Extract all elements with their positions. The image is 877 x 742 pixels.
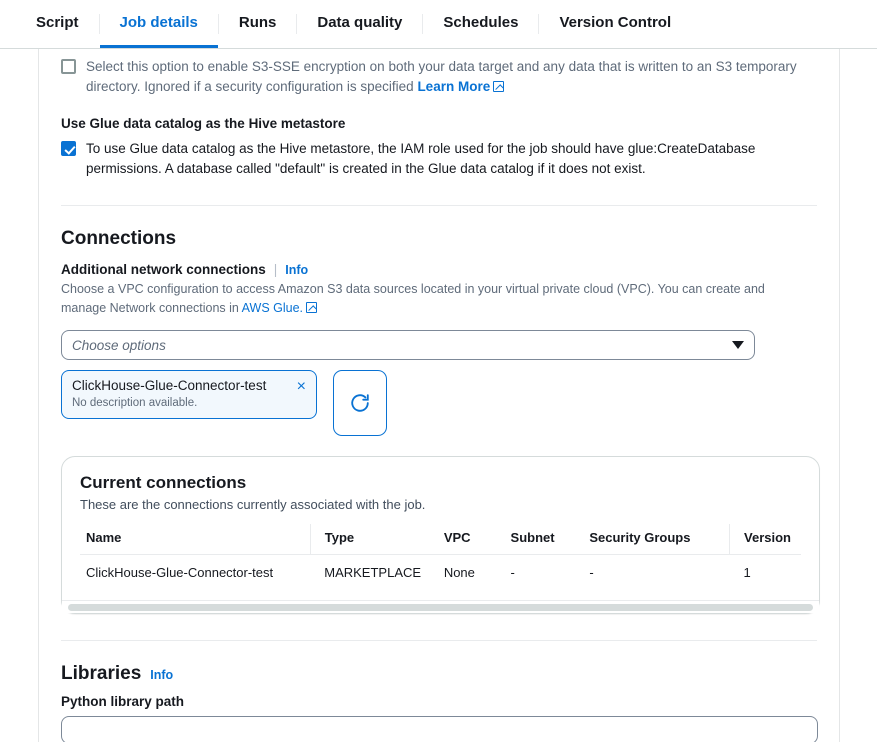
aws-glue-link[interactable]: AWS Glue. [241, 301, 304, 315]
job-details-panel [38, 49, 840, 742]
section-divider [61, 205, 817, 206]
connection-token-title: ClickHouse-Glue-Connector-test [72, 378, 267, 393]
connections-select[interactable] [61, 330, 755, 360]
connections-heading: Connections [61, 228, 177, 249]
libraries-info-link[interactable]: Info [150, 668, 174, 682]
column-header-name[interactable]: Name [80, 524, 310, 555]
connections-select-placeholder: Choose options [72, 337, 166, 353]
connections-info-link[interactable]: Info [285, 262, 309, 277]
cell-security-groups: - [589, 565, 594, 580]
connections-description [61, 280, 801, 318]
cell-vpc: None [443, 565, 475, 580]
s3-sse-description [86, 57, 801, 97]
column-header-vpc[interactable]: VPC [438, 524, 505, 555]
libraries-heading-row [61, 663, 817, 685]
additional-network-connections-label-row [61, 262, 817, 277]
column-header-security-groups[interactable]: Security Groups [583, 524, 729, 555]
tab-schedules[interactable] [423, 0, 538, 48]
column-header-type[interactable]: Type [310, 524, 438, 555]
tab-schedules-label: Schedules [443, 14, 519, 31]
connection-token[interactable] [61, 370, 317, 419]
libraries-heading: Libraries [61, 663, 142, 684]
python-library-path-label: Python library path [61, 694, 185, 709]
glue-catalog-option-row [61, 139, 817, 179]
glue-catalog-description: To use Glue data catalog as the Hive metastore, the IAM role used for the job should have glue:CreateDatabase permissions. A database called "default" is created in the Glue data catalog if it does not exist. [86, 141, 756, 176]
refresh-connections-button[interactable] [333, 370, 387, 436]
glue-catalog-checkbox[interactable] [61, 141, 76, 156]
tab-job-details-label: Job details [119, 14, 198, 31]
tab-bar [0, 0, 877, 49]
current-connections-card [61, 456, 820, 614]
connections-description-text: Choose a VPC configuration to access Amazon S3 data sources located in your virtual private cloud (VPC). You can create and manage Network connections in [61, 282, 765, 315]
selected-connections-row [61, 360, 817, 436]
glue-catalog-heading: Use Glue data catalog as the Hive metastore [61, 116, 346, 131]
tab-data-quality[interactable] [297, 0, 422, 48]
tab-script[interactable] [16, 0, 99, 48]
additional-network-connections-label: Additional network connections [61, 262, 266, 277]
close-icon[interactable]: × [296, 378, 306, 395]
cell-name: ClickHouse-Glue-Connector-test [86, 565, 274, 580]
chevron-down-icon [732, 341, 744, 349]
connection-token-subtitle: No description available. [72, 397, 198, 409]
tab-job-details[interactable] [100, 0, 218, 48]
cell-subnet: - [510, 565, 515, 580]
current-connections-subtitle: These are the connections currently associated with the job. [80, 497, 426, 512]
scrollbar-thumb[interactable] [68, 604, 813, 611]
python-library-path-input[interactable] [61, 716, 818, 742]
current-connections-table [80, 524, 801, 592]
tab-version-control[interactable] [539, 0, 691, 48]
connection-token-content [72, 377, 283, 411]
cell-type: MARKETPLACE [324, 565, 422, 580]
cell-version: 1 [743, 565, 751, 580]
s3-sse-checkbox[interactable] [61, 59, 76, 74]
s3-sse-option-row [61, 57, 817, 97]
tab-data-quality-label: Data quality [317, 14, 403, 31]
table-row [80, 555, 801, 593]
table-horizontal-scrollbar[interactable] [62, 600, 819, 613]
tab-runs-label: Runs [238, 14, 277, 31]
current-connections-title: Current connections [80, 473, 247, 492]
column-header-version[interactable]: Version [730, 524, 801, 555]
section-divider [61, 640, 817, 641]
label-separator: | [273, 262, 278, 277]
refresh-icon [349, 392, 371, 414]
column-header-subnet[interactable]: Subnet [505, 524, 584, 555]
tab-version-control-label: Version Control [559, 14, 672, 31]
s3-sse-learn-more-link[interactable]: Learn More [417, 79, 491, 94]
table-header-row [80, 524, 801, 555]
s3-sse-text: Select this option to enable S3-SSE encryption on both your data target and any data that is written to an S3 temporary directory. Ignored if a security configuration is specified [86, 59, 797, 94]
tab-script-label: Script [36, 14, 79, 31]
external-link-icon [493, 81, 504, 92]
external-link-icon [306, 302, 317, 313]
tab-runs[interactable] [219, 0, 297, 48]
